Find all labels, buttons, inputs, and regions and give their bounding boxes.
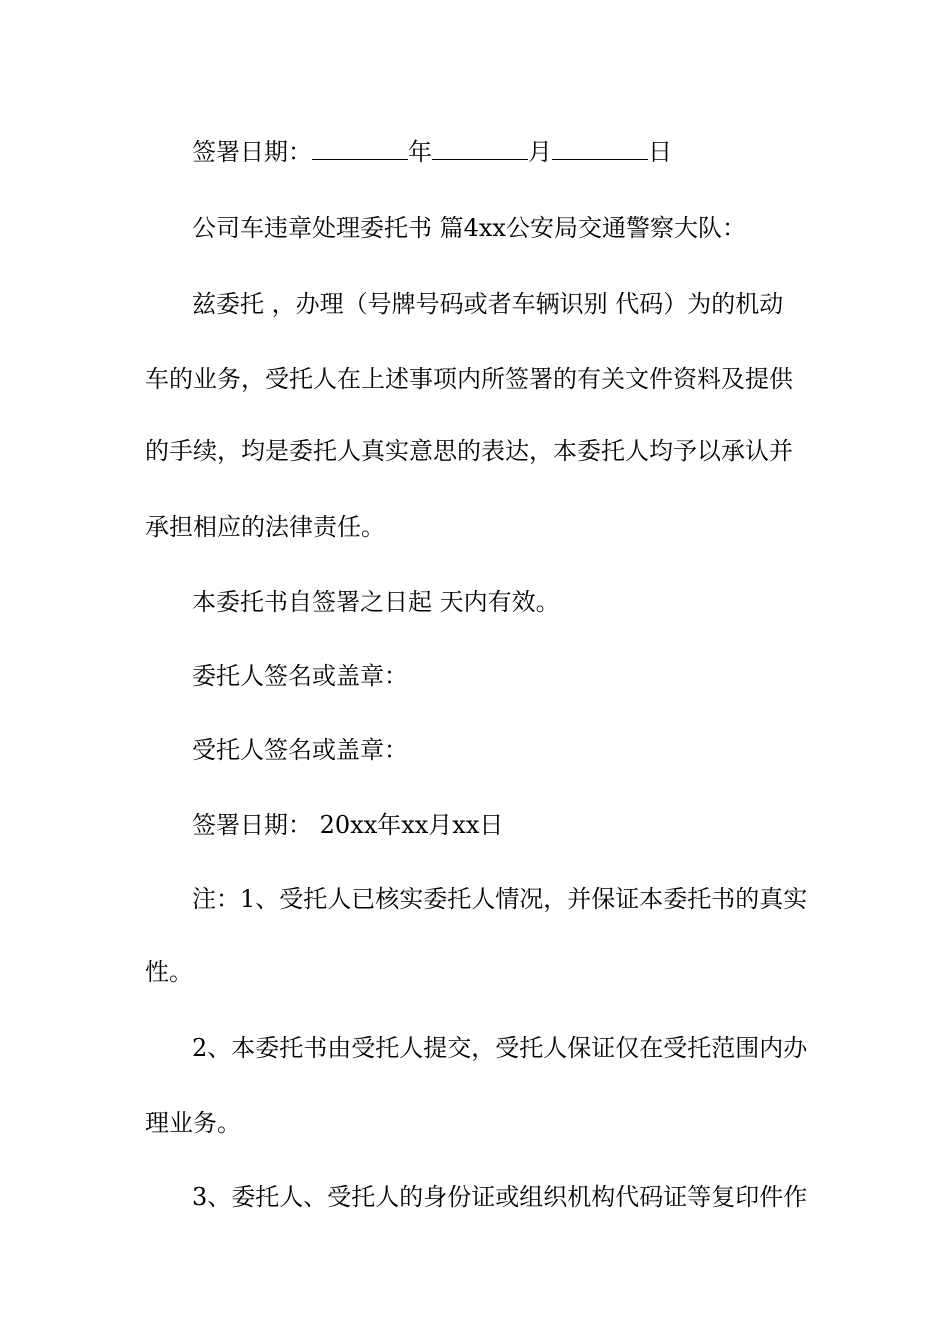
para1-line4: 承担相应的法律责任。 xyxy=(145,513,385,541)
note2-line2: 理业务。 xyxy=(145,1109,241,1137)
para1-line2: 车的业务，受托人在上述事项内所签署的有关文件资料及提供 xyxy=(145,365,793,393)
day-char: 日 xyxy=(648,138,672,166)
para1-line3: 的手续，均是委托人真实意思的表达，本委托人均予以承认并 xyxy=(145,437,793,465)
agent-sign-line: 受托人签名或盖章： xyxy=(192,736,408,764)
principal-sign-line: 委托人签名或盖章： xyxy=(192,662,408,690)
month-blank xyxy=(432,137,528,160)
sign-date-label: 签署日期： xyxy=(192,138,312,166)
heading-line: 公司车违章处理委托书 篇4xx公安局交通警察大队： xyxy=(192,214,746,242)
validity-line: 本委托书自签署之日起 天内有效。 xyxy=(192,588,560,616)
sign-date-blank-line xyxy=(192,137,950,167)
year-char: 年 xyxy=(408,138,432,166)
day-blank xyxy=(552,137,648,160)
sign-date-filled-line: 签署日期： 20xx年xx月xx日 xyxy=(192,811,504,839)
month-char: 月 xyxy=(528,138,552,166)
note3-line1: 3、委托人、受托人的身份证或组织机构代码证等复印件作 xyxy=(192,1183,808,1211)
year-blank xyxy=(312,137,408,160)
para1-line1: 兹委托 ，办理（号牌号码或者车辆识别 代码）为的机动 xyxy=(192,290,784,318)
note1-line2: 性。 xyxy=(145,958,193,986)
note2-line1: 2、本委托书由受托人提交，受托人保证仅在受托范围内办 xyxy=(192,1034,808,1062)
note1-line1: 注：1、受托人已核实委托人情况，并保证本委托书的真实 xyxy=(192,885,808,913)
